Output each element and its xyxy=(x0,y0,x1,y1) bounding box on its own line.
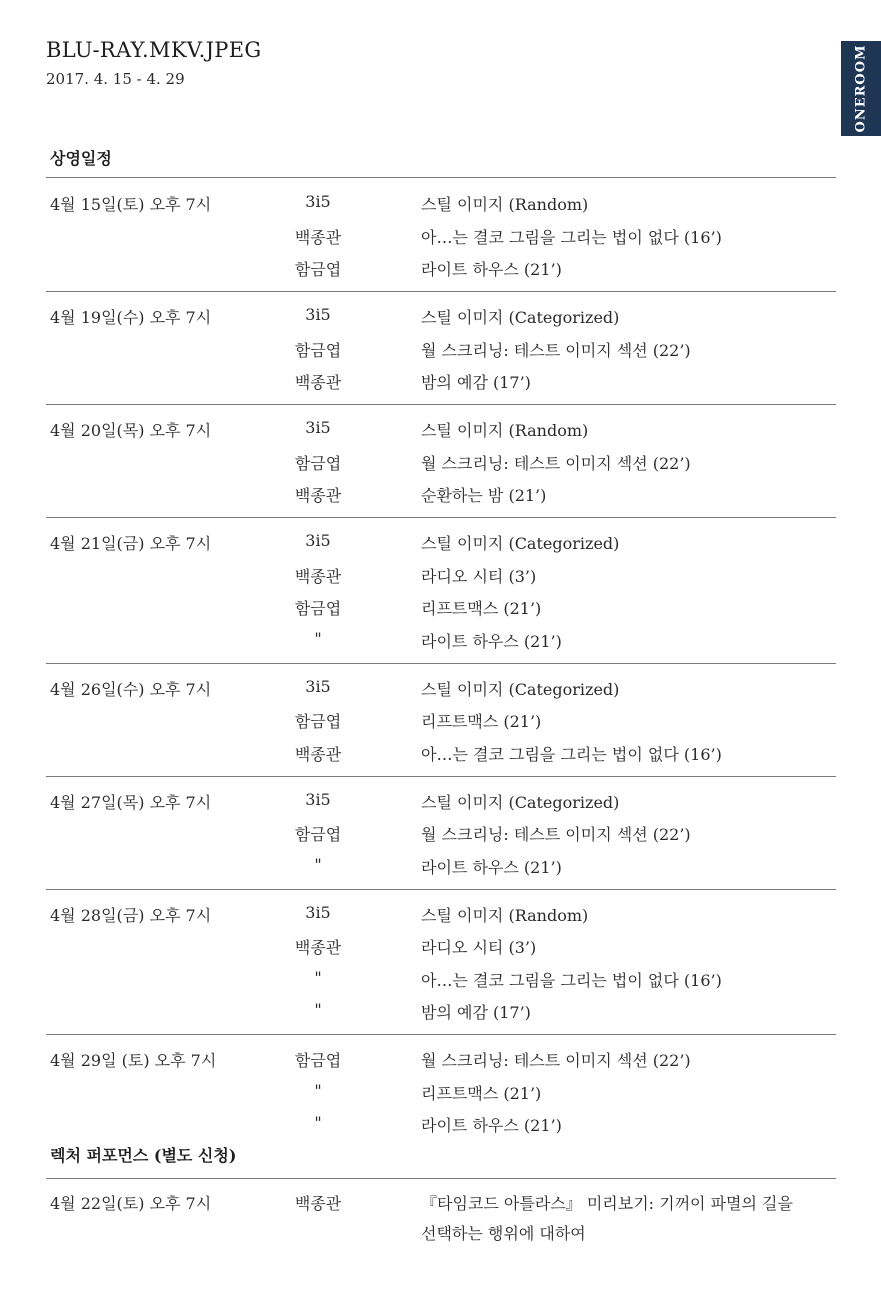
screening-work: 아…는 결코 그림을 그리는 법이 없다 (16’) xyxy=(421,227,722,247)
screening-venue: 함금엽 xyxy=(294,712,342,731)
group-divider xyxy=(46,404,836,405)
screening-venue: 함금엽 xyxy=(294,825,342,844)
screening-work: 라디오 시티 (3’) xyxy=(421,566,537,586)
screening-work: 월 스크리닝: 테스트 이미지 섹션 (22’) xyxy=(421,340,691,360)
screening-venue: 3i5 xyxy=(305,305,331,324)
screening-venue: 3i5 xyxy=(305,192,331,211)
screening-venue: 3i5 xyxy=(305,902,331,922)
screening-date: 4월 27일(목) 오후 7시 xyxy=(50,792,212,812)
screening-date: 4월 28일(금) 오후 7시 xyxy=(50,905,212,925)
screening-venue: " xyxy=(314,1080,322,1100)
screening-work: 라이트 하우스 (21’) xyxy=(421,857,562,877)
screening-venue: 3i5 xyxy=(305,789,331,809)
screening-date: 4월 26일(수) 오후 7시 xyxy=(50,679,212,699)
screening-date: 4월 29일 (토) 오후 7시 xyxy=(50,1051,217,1070)
screening-venue: 함금엽 xyxy=(294,453,342,473)
screening-venue: 함금엽 xyxy=(294,1051,342,1070)
screening-work: 리프트맥스 (21’) xyxy=(421,1083,542,1103)
screening-work: 리프트맥스 (21’) xyxy=(421,599,542,618)
group-divider xyxy=(46,776,836,777)
screening-date: 4월 20일(목) 오후 7시 xyxy=(50,421,212,440)
screening-venue: " xyxy=(314,628,322,648)
screening-venue: 백종관 xyxy=(294,938,342,957)
heading-divider xyxy=(46,177,836,178)
screening-date: 4월 19일(수) 오후 7시 xyxy=(50,308,212,327)
screening-work: 스틸 이미지 (Random) xyxy=(421,905,589,925)
side-tab-label: ONEROOM xyxy=(853,44,869,133)
screening-work: 스틸 이미지 (Categorized) xyxy=(421,679,620,699)
group-divider xyxy=(46,291,836,292)
screening-work: 라이트 하우스 (21’) xyxy=(421,260,562,279)
screening-venue: " xyxy=(314,1113,322,1132)
screening-venue: 함금엽 xyxy=(294,599,342,618)
document-title: BLU-RAY.MKV.JPEG xyxy=(46,38,262,62)
lecture-date: 4월 22일(토) 오후 7시 xyxy=(50,1194,212,1213)
screening-work: 스틸 이미지 (Random) xyxy=(421,195,589,214)
schedule-heading: 상영일정 xyxy=(50,149,112,168)
screening-work: 밤의 예감 (17’) xyxy=(421,1003,531,1022)
screening-work: 스틸 이미지 (Categorized) xyxy=(421,792,620,812)
screening-venue: 3i5 xyxy=(305,418,331,437)
screening-venue: " xyxy=(314,854,322,874)
screening-venue: 백종관 xyxy=(294,373,342,392)
lecture-heading: 렉처 퍼포먼스 (별도 신청) xyxy=(50,1146,237,1165)
screening-work: 월 스크리닝: 테스트 이미지 섹션 (22’) xyxy=(421,1051,691,1070)
exhibition-dates: 2017. 4. 15 - 4. 29 xyxy=(46,70,185,88)
screening-date: 4월 21일(금) 오후 7시 xyxy=(50,534,212,553)
screening-venue: 3i5 xyxy=(305,531,331,550)
lecture-title-line-2: 선택하는 행위에 대하여 xyxy=(421,1224,586,1243)
screening-work: 밤의 예감 (17’) xyxy=(421,373,531,392)
screening-venue: 함금엽 xyxy=(294,340,342,360)
screening-venue: 백종관 xyxy=(294,486,342,505)
screening-work: 스틸 이미지 (Categorized) xyxy=(421,308,620,327)
screening-venue: 백종관 xyxy=(294,566,342,586)
screening-work: 아…는 결코 그림을 그리는 법이 없다 (16’) xyxy=(421,744,722,764)
lecture-venue: 백종관 xyxy=(294,1194,342,1213)
group-divider xyxy=(46,1034,836,1035)
screening-date: 4월 15일(토) 오후 7시 xyxy=(50,195,212,214)
screening-venue: 백종관 xyxy=(294,744,342,764)
screening-venue: 3i5 xyxy=(305,676,331,696)
screening-venue: 백종관 xyxy=(294,227,342,247)
oneroom-side-tab xyxy=(841,41,881,136)
screening-venue: " xyxy=(314,967,322,987)
screening-work: 스틸 이미지 (Random) xyxy=(421,421,589,440)
group-divider xyxy=(46,663,836,664)
screening-work: 리프트맥스 (21’) xyxy=(421,712,542,731)
screening-venue: 함금엽 xyxy=(294,260,342,279)
screening-work: 아…는 결코 그림을 그리는 법이 없다 (16’) xyxy=(421,970,722,990)
screening-work: 라이트 하우스 (21’) xyxy=(421,1116,562,1135)
screening-work: 라이트 하우스 (21’) xyxy=(421,631,562,651)
screening-work: 순환하는 밤 (21’) xyxy=(421,486,547,505)
screening-work: 라디오 시티 (3’) xyxy=(421,938,537,957)
lecture-divider xyxy=(46,1178,836,1179)
screening-work: 월 스크리닝: 테스트 이미지 섹션 (22’) xyxy=(421,825,691,844)
screening-work: 월 스크리닝: 테스트 이미지 섹션 (22’) xyxy=(421,453,691,473)
group-divider xyxy=(46,889,836,890)
screening-work: 스틸 이미지 (Categorized) xyxy=(421,534,620,553)
group-divider xyxy=(46,517,836,518)
screening-venue: " xyxy=(314,1000,322,1019)
lecture-title-line-1: 『타임코드 아틀라스』 미리보기: 기꺼이 파멸의 길을 xyxy=(421,1194,793,1213)
